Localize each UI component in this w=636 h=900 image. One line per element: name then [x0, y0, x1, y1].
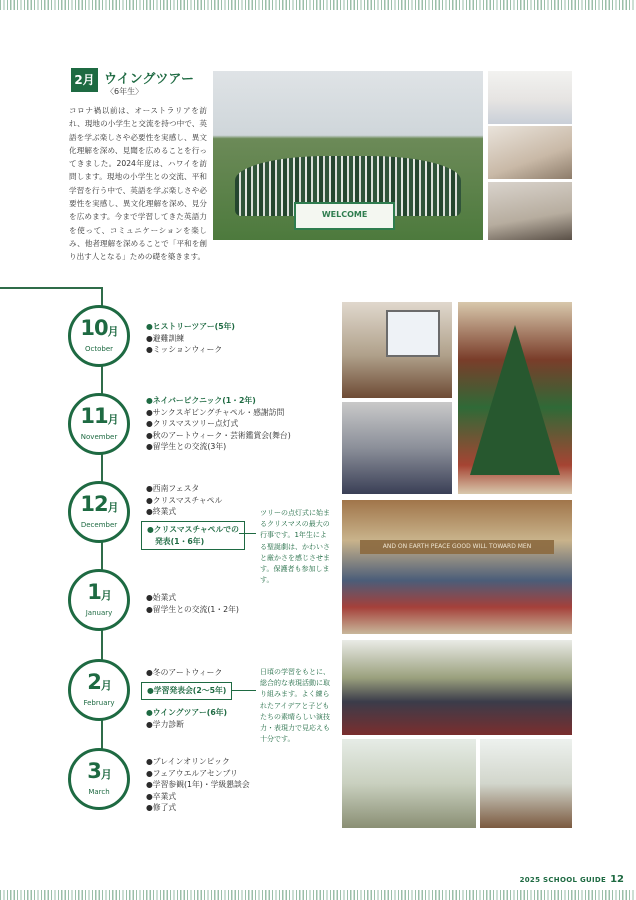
highlight-line: 発表(1・6年): [155, 536, 205, 546]
list-item: ●サンクスギビングチャペル・感謝訪問: [146, 407, 285, 417]
month-suffix: 月: [100, 589, 111, 602]
highlight-line: ●クリスマスチャペルでの: [147, 525, 239, 534]
list-item: ●始業式: [146, 593, 177, 602]
events-october: [146, 321, 235, 356]
month-circle-february: [68, 659, 130, 721]
month-number: 12: [80, 492, 108, 516]
month-number: 2: [87, 670, 101, 694]
stage-banner: [360, 540, 553, 553]
list-item: ●避難訓練: [146, 333, 184, 343]
events-march: [146, 756, 250, 814]
list-item: ●学力診断: [146, 719, 184, 729]
events-january: [146, 592, 239, 615]
list-item: ●ウイングツアー(6年): [146, 708, 228, 717]
month-number: 3: [87, 759, 101, 783]
exchange-photo-3: [488, 182, 572, 240]
footer-guide: 2025 SCHOOL GUIDE: [519, 876, 607, 884]
list-item: ●学習参観(1年)・学級懇談会: [146, 780, 250, 789]
welcome-banner: [294, 202, 395, 230]
christmas-tree: [470, 325, 560, 475]
wing-tour-body: コロナ禍以前は、オーストラリアを訪れ、現地の小学生と交流を持つ中で、英語を学ぶ楽しさや必要性を実感し、異文化理解を深め、見聞を広めることを行ってきました。2024年度は、ハワイを訪問します。現地の小学生との交流、平和学習を行う中で、英語を学ぶ楽しさや必要性を実感し、異文化理解を深め、見分を広めます。今まで学習してきた英語力を使って、コミュニケーションを楽しみ、他者理解を深めることで「平和を創り出す人となる」ための礎を築きます。: [69, 106, 207, 262]
events-december: [146, 483, 222, 518]
month-english: December: [80, 521, 118, 529]
month-suffix: 月: [100, 768, 111, 781]
list-item: ●フェアウエルアセンブリ: [146, 768, 238, 778]
month-circle-october: [68, 305, 130, 367]
page-footer: [520, 867, 624, 886]
month-suffix: 月: [107, 501, 118, 514]
list-item: ●卒業式: [146, 791, 177, 801]
month-circle-november: [68, 393, 130, 455]
month-english: November: [80, 433, 118, 441]
exchange-photo-1: [488, 71, 572, 124]
month-circle-january: [68, 569, 130, 631]
events-february: [146, 667, 222, 679]
exchange-students-photo: [342, 402, 452, 494]
wing-tour-title: ウイングツアー: [104, 72, 194, 87]
wing-tour-month-tag: 2月: [71, 68, 98, 92]
list-item: ●ミッションウィーク: [146, 345, 223, 354]
list-item: ●ヒストリーツアー(5年): [146, 322, 235, 331]
list-item: ●終業式: [146, 507, 177, 516]
christmas-chapel-photo: [342, 500, 572, 634]
month-suffix: 月: [107, 413, 118, 426]
february-connector: [231, 690, 256, 691]
december-connector: [239, 533, 256, 534]
list-item: ●修了式: [146, 803, 177, 812]
month-english: October: [84, 345, 113, 353]
ceremony-photo: [480, 739, 572, 828]
welcome-banner-text: WELCOME: [321, 210, 368, 220]
month-english: January: [85, 609, 113, 617]
list-item: ●秋のアートウィーク・芸術鑑賞会(舞台): [146, 430, 291, 440]
list-item: ●留学生との交流(3年): [146, 442, 227, 451]
list-item: ●西南フェスタ: [146, 484, 200, 493]
projection-screen: [386, 310, 440, 357]
list-item: ●留学生との交流(1・2年): [146, 604, 239, 614]
month-circle-december: [68, 481, 130, 543]
timeline-top-line: [0, 287, 103, 289]
december-highlight-box: [141, 521, 245, 550]
presentation-note: 日頃の学習をもとに、総合的な表現活動に取り組みます。よく練られたアイデアと子どもたちの素晴らしい演技力・表現力で見応えも十分です。: [260, 668, 330, 744]
christmas-note: ツリーの点灯式に始まるクリスマスの最大の行事です。1年生による聖誕劇は、かわいさと厳かさを感じさせます。保護者も参加します。: [260, 509, 330, 585]
page-number: 12: [610, 874, 624, 885]
stage-banner-text: AND ON EARTH PEACE GOOD WILL TOWARD MEN: [382, 543, 532, 551]
month-suffix: 月: [107, 325, 118, 338]
exchange-photo-2: [488, 126, 572, 179]
top-stripe: [0, 0, 636, 10]
history-tour-photo: [342, 302, 452, 398]
list-item: ●ネイバーピクニック(1・2年): [146, 396, 256, 405]
list-item: ●冬のアートウィーク: [146, 668, 223, 677]
month-english: March: [88, 788, 110, 796]
wing-tour-grade: 〈6年生〉: [106, 87, 144, 96]
classroom-photo: [342, 739, 476, 828]
events-february-after: [146, 707, 227, 730]
christmas-tree-photo: [458, 302, 572, 494]
month-number: 10: [80, 316, 108, 340]
list-item: ●ブレインオリンピック: [146, 757, 230, 766]
february-highlight-box: [141, 682, 232, 700]
month-english: February: [83, 699, 115, 707]
month-number: 11: [80, 404, 108, 428]
month-number: 1: [87, 580, 101, 604]
list-item: ●クリスマスチャペル: [146, 495, 223, 505]
events-november: [146, 395, 291, 453]
highlight-line: ●学習発表会(2〜5年): [147, 686, 227, 695]
month-suffix: 月: [100, 679, 111, 692]
group-photo: [213, 71, 483, 240]
month-circle-march: [68, 748, 130, 810]
list-item: ●クリスマスツリー点灯式: [146, 419, 239, 428]
presentation-photo: [342, 640, 572, 735]
bottom-stripe: [0, 890, 636, 900]
